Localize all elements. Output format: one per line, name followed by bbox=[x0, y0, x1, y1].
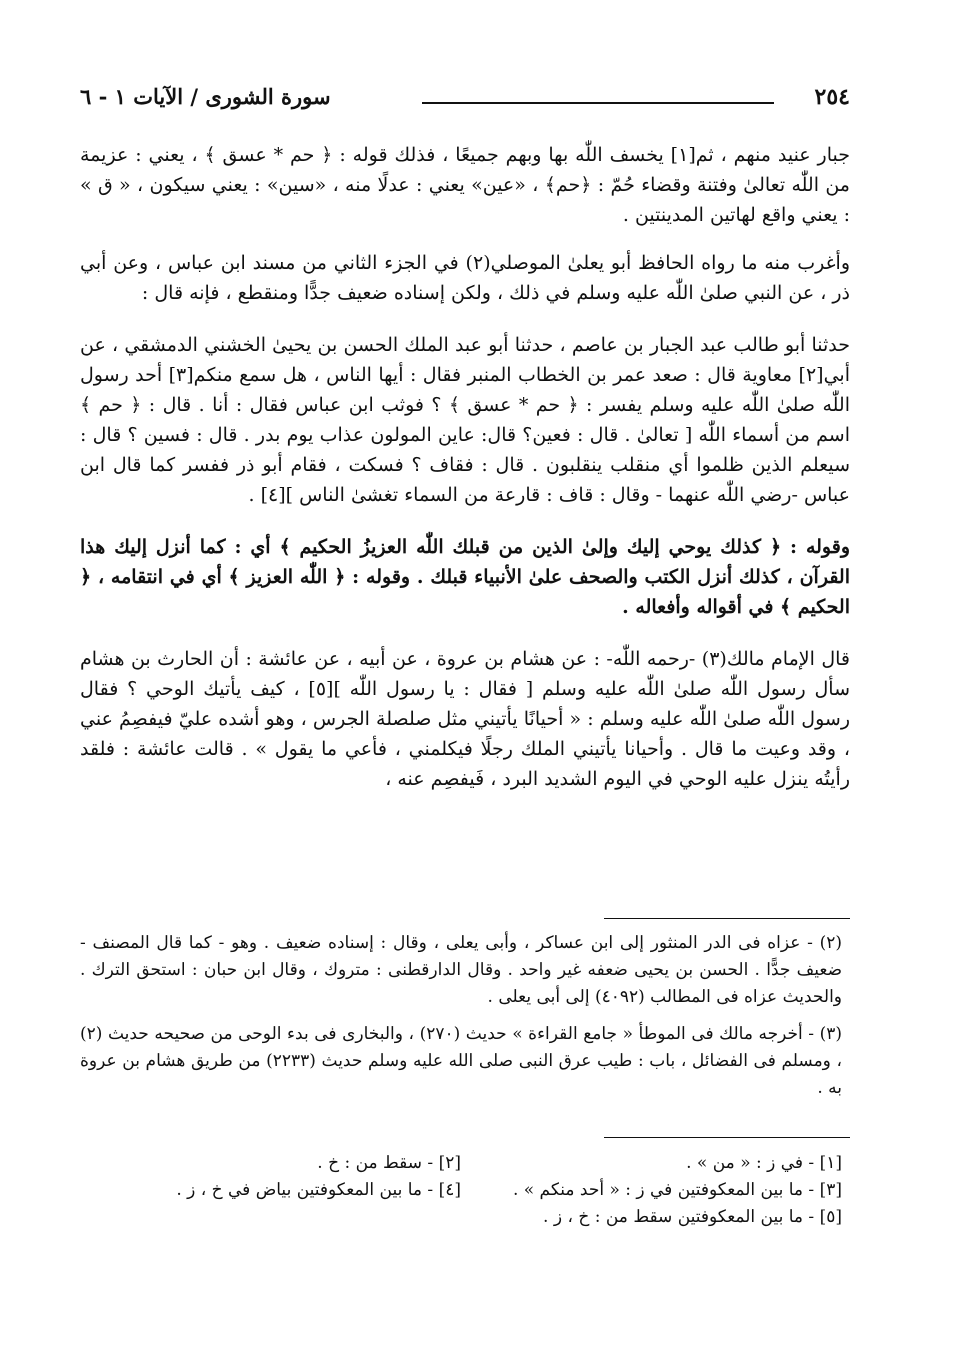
paragraph: جبار عنيد منهم ، ثم[١] يخسف اللّٰه بها وبهم جميعًا ، فذلك قوله : ﴿ حم * عسق ﴾ ، يعني : عزيمة من اللّٰه تعالىٰ وفتنة وقضاء حُمّ : ﴿حم﴾ ، «عين» يعني : عدلًا منه ، «سين» : يعني سيكون ، « ق » : يعني واقع لهاتين المدينتين . bbox=[80, 144, 850, 226]
footnote: (٢) - عزاه فى الدر المنثور إلى ابن عساكر ، وأبى يعلى ، وقال : إسناده ضعيف . وهو - كما قال المصنف - ضعيف جدًّا . الحسن بن يحيى ضعفه غير واحد . وقال الدارقطنى : متروك ، وقال ابن حبان : استحق الترك . والحديث عزاه فى المطالب (٤٠٩٢) إلى أبى يعلى . bbox=[80, 933, 842, 1007]
header-rule bbox=[422, 102, 774, 104]
footnote: (٣) - أخرجه مالك فى الموطأ « جامع القراءة » حديث (٢٧٠) ، والبخارى فى بدء الوحى من صحيحه حديث (٢) ، ومسلم فى الفضائل ، باب : طيب عرق النبى صلى الله عليه وسلم حديث (٢٢٣٣) من طريق هشام بن عروة به . bbox=[80, 1024, 842, 1098]
paragraph: حدثنا أبو طالب عبد الجبار بن عاصم ، حدثنا أبو عبد الملك الحسن بن يحيىٰ الخشني الدمشقي ، عن أبي[٢] معاوية قال : صعد عمر بن الخطاب المنبر فقال : أيها الناس ، هل سمع منكم[٣] أحد رسول اللّٰه صلىٰ اللّٰه عليه وسلم يفسر : ﴿ حم * عسق ﴾ ؟ فوثب ابن عباس فقال : أنا . قال : ﴿ حم ﴾ اسم من أسماء اللّٰه [ تعالىٰ . قال : فعين؟ قال: عاين المولون عذاب يوم بدر . قال : فسين ؟ قال : سيعلم الذين ظلموا أي منقلب ينقلبون . قال : فقاف ؟ فسكت ، فقام أبو ذر ففسر كما قال ابن عباس -رضي اللّٰه عنهما - وقال : قاف : قارعة من السماء تغشىٰ الناس ][٤] . bbox=[80, 334, 850, 506]
paragraph: قال الإمام مالك(٣) -رحمه اللّٰه- : عن هشام بن عروة ، عن أبيه ، عن عائشة : أن الحارث بن هشام سأل رسول اللّٰه صلىٰ اللّٰه عليه وسلم [ فقال : يا رسول اللّٰه ][٥] ، كيف يأتيك الوحي ؟ فقال رسول اللّٰه صلىٰ اللّٰه عليه وسلم : « أحيانًا يأتيني مثل صلصلة الجرس ، وهو أشده عليّ فيفصِمُ عني ، وقد وعيت ما قال . وأحيانا يأتيني الملك رجلًا فيكلمني ، فأعي ما يقول » . قالت عائشة : فلقد رأيتُه ينزل عليه الوحي في اليوم الشديد البرد ، فَيفصِم عنه ، bbox=[80, 648, 850, 790]
variant-note: [٢] - سقط من : خ . bbox=[317, 1153, 461, 1173]
page-number: ٢٥٤ bbox=[814, 84, 850, 110]
running-title: سورة الشورى / الآيات ١ - ٦ bbox=[80, 84, 331, 109]
page-header bbox=[80, 84, 850, 120]
variant-row bbox=[80, 1150, 842, 1177]
variant-note: [٥] - ما بين المعكوفتين سقط من : خ ، ز . bbox=[543, 1207, 842, 1227]
main-text bbox=[80, 140, 850, 816]
manuscript-variants bbox=[80, 1150, 842, 1231]
footnote-divider bbox=[604, 918, 850, 919]
variants-divider bbox=[604, 1137, 850, 1138]
variant-note: [١] - في ز : « من » . bbox=[686, 1153, 842, 1173]
footnotes bbox=[80, 930, 842, 1112]
paragraph: وأغرب منه ما رواه الحافظ أبو يعلىٰ الموصلي(٢) في الجزء الثاني من مسند ابن عباس ، وعن أبي ذر ، عن النبي صلىٰ اللّٰه عليه وسلم في ذلك ، ولكن إسناده ضعيف جدًّا ومنقطع ، فإنه قال : bbox=[80, 252, 850, 304]
variant-row bbox=[80, 1177, 842, 1204]
variant-note: [٣] - ما بين المعكوفتين في ز : « أحد منكم » . bbox=[512, 1180, 842, 1200]
variant-note: [٤] - ما بين المعكوفتين بياض في خ ، ز . bbox=[176, 1180, 461, 1200]
paragraph: وقوله : ﴿ كذلك يوحي إليك وإلىٰ الذين من قبلك اللّٰه العزيزُ الحكيم ﴾ أي : كما أنزل إليك هذا القرآن ، كذلك أنزل الكتب والصحف علىٰ الأنبياء قبلك . وقوله : ﴿ اللّٰه العزيز ﴾ أي في انتقامه ، ﴿ الحكيم ﴾ في أقواله وأفعاله . bbox=[80, 536, 850, 618]
variant-row bbox=[80, 1204, 842, 1231]
